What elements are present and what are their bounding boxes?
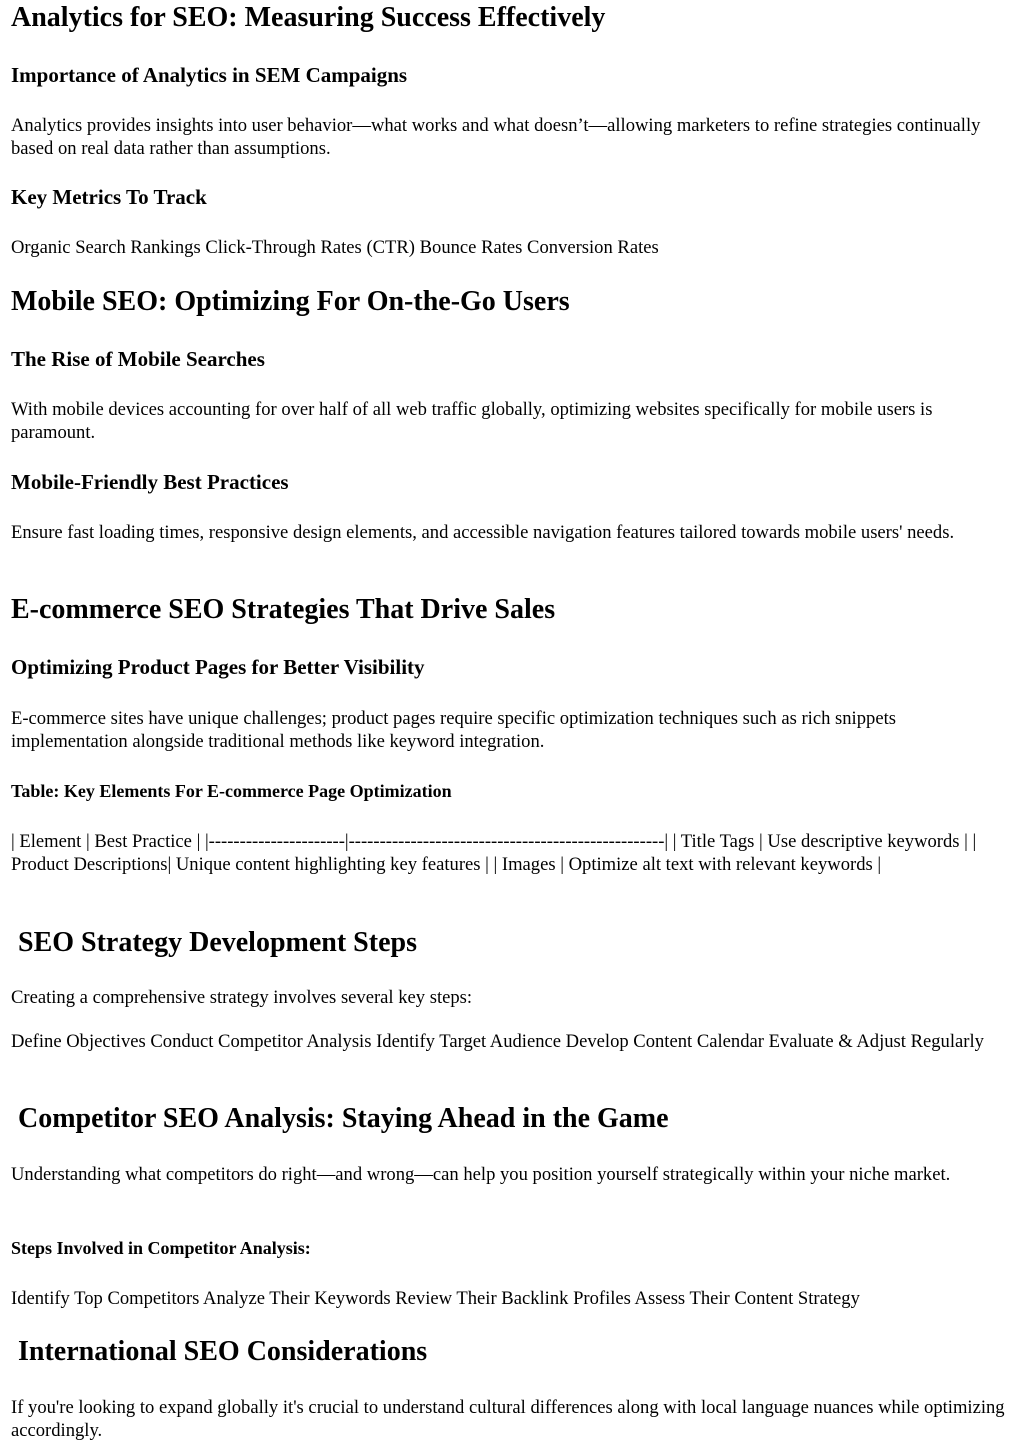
analytics-section-title: Analytics for SEO: Measuring Success Effectively [11,2,606,33]
ecommerce-table-text: | Element | Best Practice | |----------------------|---------------------------------------------------| | Title Tags | Use descriptive keywords | | Product Descriptions| Unique content highlighting key features | | Images | Optimize alt text with relevant keywords | [11,831,977,875]
key-metrics-heading: Key Metrics To Track [11,185,207,209]
mobile-practices-paragraph: Ensure fast loading times, responsive design elements, and accessible navigation features tailored towards mobile users' needs. [11,522,955,543]
strategy-steps-list: Define Objectives Conduct Competitor Analysis Identify Target Audience Develop Content Calendar Evaluate & Adjust Regularly [11,1031,984,1052]
strategy-section-title: SEO Strategy Development Steps [18,927,417,958]
key-metrics-list: Organic Search Rankings Click-Through Rates (CTR) Bounce Rates Conversion Rates [11,237,659,258]
mobile-rise-heading: The Rise of Mobile Searches [11,347,265,371]
mobile-rise-paragraph: With mobile devices accounting for over half of all web traffic globally, optimizing websites specifically for mobile users is paramount. [11,399,933,443]
competitor-section-title: Competitor SEO Analysis: Staying Ahead in the Game [18,1103,669,1134]
competitor-intro-paragraph: Understanding what competitors do right—and wrong—can help you position yourself strategically within your niche market. [11,1164,951,1185]
international-intro-paragraph: If you're looking to expand globally it's crucial to understand cultural differences along with local language nuances while optimizing accordingly. [11,1397,1005,1441]
strategy-intro-paragraph: Creating a comprehensive strategy involves several key steps: [11,987,473,1008]
ecommerce-section-title: E-commerce SEO Strategies That Drive Sales [11,594,556,625]
analytics-importance-paragraph: Analytics provides insights into user behavior—what works and what doesn’t—allowing marketers to refine strategies continually based on real data rather than assumptions. [11,115,981,159]
ecommerce-table-heading: Table: Key Elements For E-commerce Page Optimization [11,781,452,801]
analytics-importance-heading: Importance of Analytics in SEM Campaigns [11,63,408,87]
competitor-steps-list: Identify Top Competitors Analyze Their Keywords Review Their Backlink Profiles Assess Their Content Strategy [11,1288,860,1309]
product-pages-paragraph: E-commerce sites have unique challenges; product pages require specific optimization techniques such as rich snippets implementation alongside traditional methods like keyword integration. [11,708,896,752]
competitor-steps-heading: Steps Involved in Competitor Analysis: [11,1238,311,1258]
mobile-section-title: Mobile SEO: Optimizing For On-the-Go Users [11,286,570,317]
product-pages-heading: Optimizing Product Pages for Better Visibility [11,655,425,679]
mobile-practices-heading: Mobile-Friendly Best Practices [11,470,289,494]
international-section-title: International SEO Considerations [18,1336,428,1367]
